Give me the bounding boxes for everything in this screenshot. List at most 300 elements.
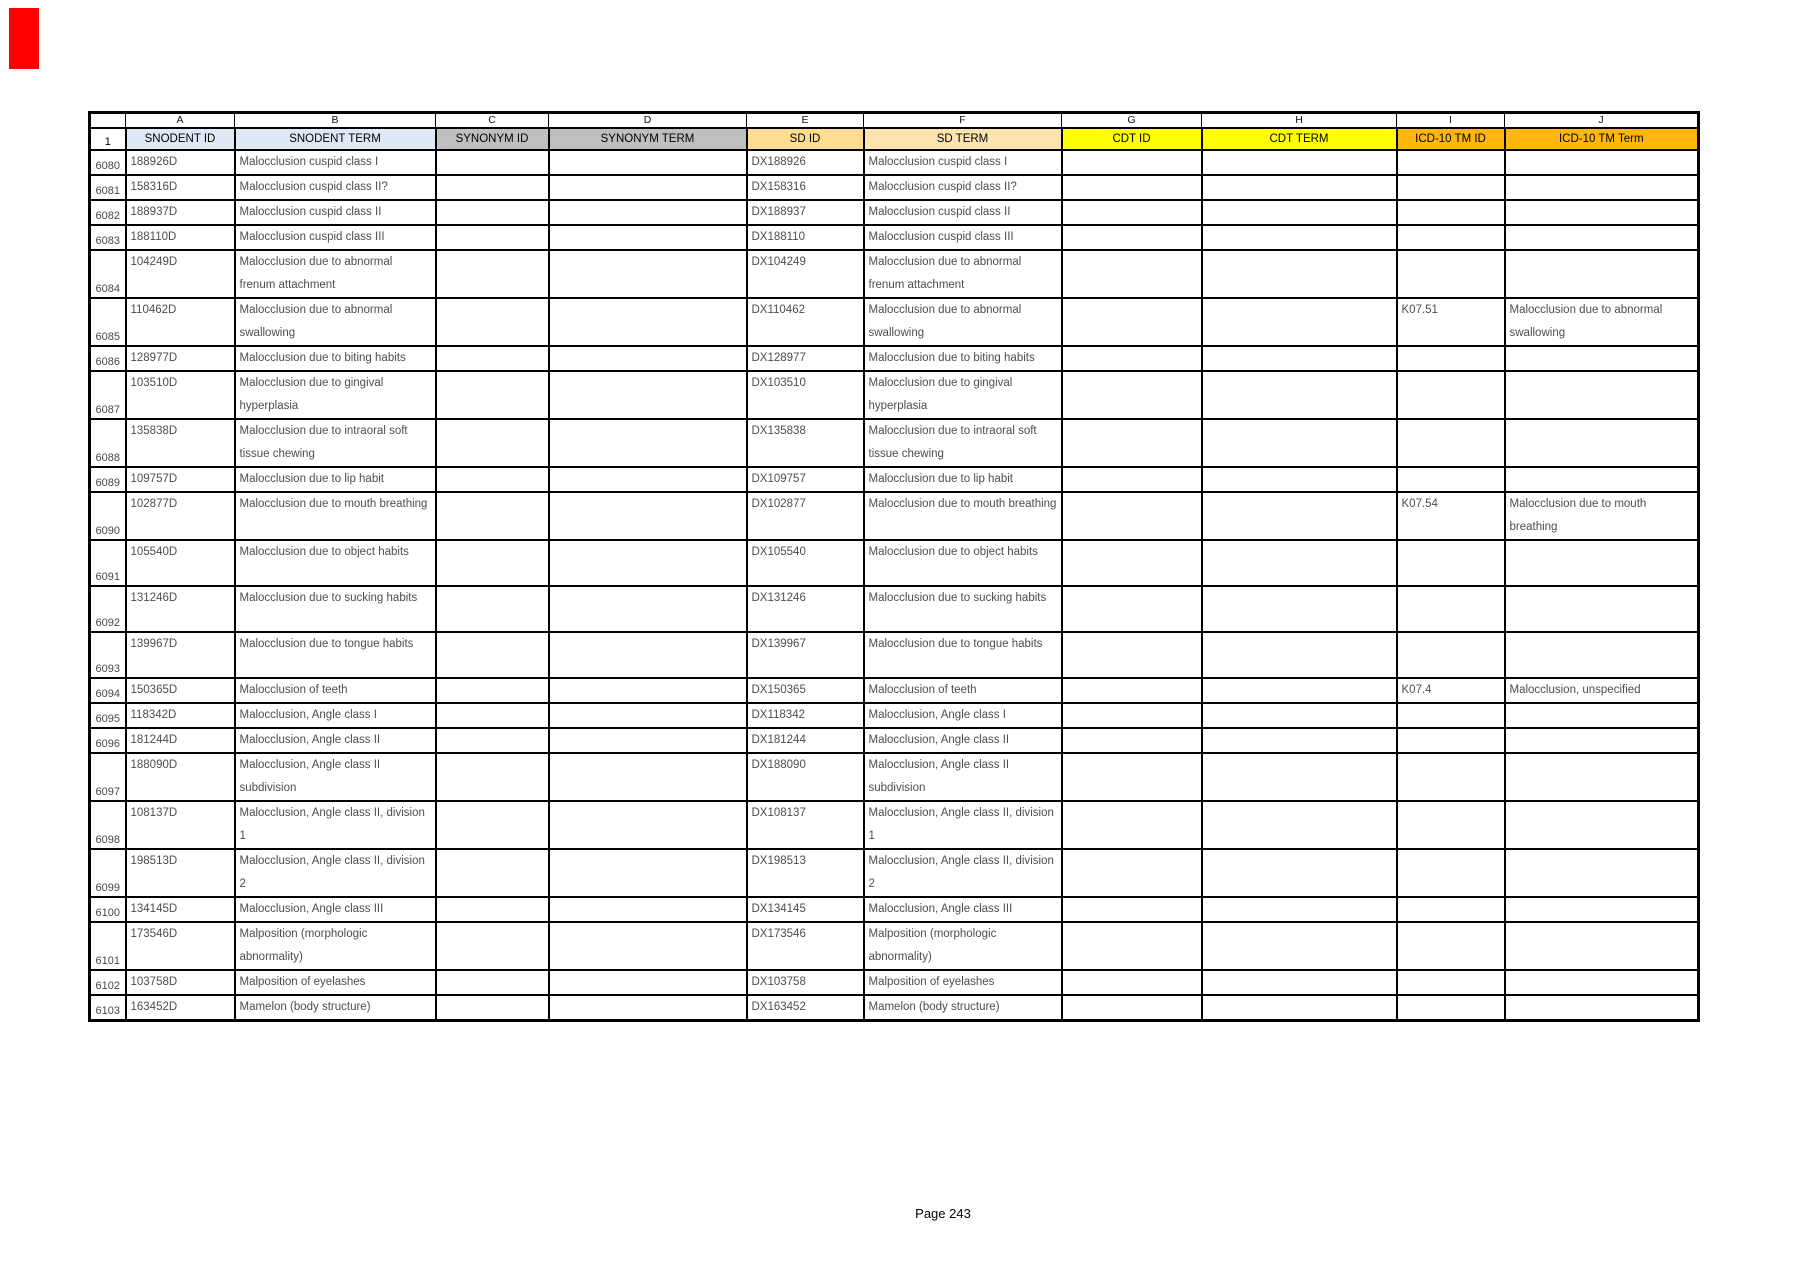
cell-sd-id: DX128977 — [747, 346, 864, 371]
cell-snodent-id: 163452D — [126, 995, 235, 1021]
cell-sd-term: Malocclusion cuspid class II — [864, 200, 1062, 225]
row-number: 6080 — [90, 150, 126, 175]
cell-snodent-id: 109757D — [126, 467, 235, 492]
cell-icd10-term — [1505, 419, 1699, 467]
cell-icd10-id — [1397, 467, 1505, 492]
cell-synonym-term — [549, 225, 747, 250]
cell-icd10-term — [1505, 467, 1699, 492]
cell-sd-id: DX104249 — [747, 250, 864, 298]
cell-icd10-id — [1397, 200, 1505, 225]
row-number: 6098 — [90, 801, 126, 849]
row-number: 6089 — [90, 467, 126, 492]
row-number: 6101 — [90, 922, 126, 970]
cell-sd-term: Malposition of eyelashes — [864, 970, 1062, 995]
table-row — [90, 250, 1699, 298]
cell-cdt-id — [1062, 922, 1202, 970]
cell-sd-id: DX118342 — [747, 703, 864, 728]
cell-icd10-id — [1397, 995, 1505, 1021]
cell-icd10-term — [1505, 371, 1699, 419]
cell-snodent-term: Malocclusion, Angle class II, division 2 — [235, 849, 436, 897]
cell-cdt-id — [1062, 801, 1202, 849]
cell-cdt-term — [1202, 225, 1397, 250]
red-highlight-marker — [9, 8, 39, 69]
cell-snodent-term: Malocclusion cuspid class II? — [235, 175, 436, 200]
snodent-spreadsheet-table — [88, 111, 1700, 1022]
cell-sd-term: Malocclusion, Angle class III — [864, 897, 1062, 922]
cell-synonym-id — [436, 250, 549, 298]
cell-icd10-id — [1397, 540, 1505, 586]
row-number: 6090 — [90, 492, 126, 540]
cell-synonym-id — [436, 728, 549, 753]
cell-synonym-term — [549, 298, 747, 346]
cell-cdt-term — [1202, 897, 1397, 922]
cell-sd-term: Malocclusion cuspid class III — [864, 225, 1062, 250]
column-header: SNODENT TERM — [235, 128, 436, 150]
cell-cdt-term — [1202, 728, 1397, 753]
cell-icd10-id — [1397, 632, 1505, 678]
cell-snodent-id: 188090D — [126, 753, 235, 801]
cell-sd-term: Malocclusion, Angle class II — [864, 728, 1062, 753]
row-number-header: 1 — [90, 128, 126, 150]
cell-snodent-id: 128977D — [126, 346, 235, 371]
cell-cdt-id — [1062, 250, 1202, 298]
cell-snodent-term: Malocclusion due to abnormal frenum attachment — [235, 250, 436, 298]
cell-sd-id: DX108137 — [747, 801, 864, 849]
cell-sd-id: DX188926 — [747, 150, 864, 175]
cell-synonym-term — [549, 175, 747, 200]
row-number: 6082 — [90, 200, 126, 225]
header-row — [90, 128, 1699, 150]
cell-sd-id: DX173546 — [747, 922, 864, 970]
cell-synonym-id — [436, 995, 549, 1021]
cell-synonym-term — [549, 970, 747, 995]
cell-icd10-term — [1505, 995, 1699, 1021]
table-row — [90, 200, 1699, 225]
cell-icd10-id — [1397, 150, 1505, 175]
cell-cdt-id — [1062, 492, 1202, 540]
cell-icd10-id — [1397, 346, 1505, 371]
table-row — [90, 298, 1699, 346]
column-letter: C — [436, 113, 549, 128]
column-letter: E — [747, 113, 864, 128]
cell-cdt-term — [1202, 492, 1397, 540]
cell-sd-term: Malocclusion due to biting habits — [864, 346, 1062, 371]
cell-synonym-id — [436, 586, 549, 632]
cell-icd10-term — [1505, 970, 1699, 995]
cell-icd10-term — [1505, 849, 1699, 897]
row-number: 6081 — [90, 175, 126, 200]
cell-cdt-id — [1062, 467, 1202, 492]
table-row — [90, 492, 1699, 540]
cell-synonym-term — [549, 897, 747, 922]
cell-sd-term: Malposition (morphologic abnormality) — [864, 922, 1062, 970]
cell-icd10-id — [1397, 849, 1505, 897]
table-row — [90, 175, 1699, 200]
cell-cdt-term — [1202, 298, 1397, 346]
cell-icd10-id — [1397, 922, 1505, 970]
cell-sd-term: Malocclusion due to sucking habits — [864, 586, 1062, 632]
cell-icd10-id — [1397, 225, 1505, 250]
cell-sd-term: Mamelon (body structure) — [864, 995, 1062, 1021]
cell-icd10-term — [1505, 225, 1699, 250]
cell-sd-term: Malocclusion, Angle class II, division 2 — [864, 849, 1062, 897]
cell-snodent-term: Malocclusion, Angle class II — [235, 728, 436, 753]
cell-cdt-id — [1062, 298, 1202, 346]
cell-sd-id: DX188090 — [747, 753, 864, 801]
cell-snodent-term: Malocclusion of teeth — [235, 678, 436, 703]
row-number: 6091 — [90, 540, 126, 586]
cell-sd-term: Malocclusion of teeth — [864, 678, 1062, 703]
column-letters-row — [90, 113, 1699, 128]
table-row — [90, 150, 1699, 175]
cell-cdt-id — [1062, 419, 1202, 467]
cell-cdt-term — [1202, 150, 1397, 175]
cell-synonym-term — [549, 150, 747, 175]
column-letter: H — [1202, 113, 1397, 128]
cell-synonym-term — [549, 250, 747, 298]
cell-sd-term: Malocclusion due to object habits — [864, 540, 1062, 586]
cell-snodent-id: 131246D — [126, 586, 235, 632]
cell-synonym-term — [549, 849, 747, 897]
cell-synonym-term — [549, 801, 747, 849]
cell-icd10-term — [1505, 728, 1699, 753]
cell-sd-id: DX131246 — [747, 586, 864, 632]
cell-icd10-id — [1397, 728, 1505, 753]
cell-cdt-term — [1202, 250, 1397, 298]
cell-synonym-id — [436, 467, 549, 492]
row-number: 6092 — [90, 586, 126, 632]
cell-cdt-id — [1062, 346, 1202, 371]
cell-cdt-id — [1062, 728, 1202, 753]
cell-synonym-id — [436, 200, 549, 225]
cell-sd-term: Malocclusion, Angle class I — [864, 703, 1062, 728]
cell-synonym-term — [549, 703, 747, 728]
cell-icd10-id — [1397, 703, 1505, 728]
table-row — [90, 849, 1699, 897]
cell-sd-term: Malocclusion cuspid class I — [864, 150, 1062, 175]
cell-icd10-id — [1397, 175, 1505, 200]
cell-synonym-term — [549, 346, 747, 371]
cell-snodent-id: 102877D — [126, 492, 235, 540]
cell-sd-id: DX158316 — [747, 175, 864, 200]
cell-cdt-term — [1202, 586, 1397, 632]
cell-synonym-id — [436, 225, 549, 250]
cell-cdt-term — [1202, 632, 1397, 678]
column-letter: A — [126, 113, 235, 128]
column-header: ICD-10 TM ID — [1397, 128, 1505, 150]
cell-sd-term: Malocclusion, Angle class II, division 1 — [864, 801, 1062, 849]
cell-snodent-term: Malocclusion, Angle class II subdivision — [235, 753, 436, 801]
cell-synonym-id — [436, 175, 549, 200]
cell-snodent-id: 104249D — [126, 250, 235, 298]
cell-snodent-id: 103758D — [126, 970, 235, 995]
cell-synonym-id — [436, 371, 549, 419]
cell-cdt-id — [1062, 995, 1202, 1021]
cell-icd10-id — [1397, 753, 1505, 801]
cell-cdt-id — [1062, 970, 1202, 995]
cell-sd-term: Malocclusion due to lip habit — [864, 467, 1062, 492]
table-row — [90, 922, 1699, 970]
table-row — [90, 632, 1699, 678]
column-header: SYNONYM TERM — [549, 128, 747, 150]
cell-synonym-term — [549, 995, 747, 1021]
cell-cdt-term — [1202, 970, 1397, 995]
cell-cdt-term — [1202, 467, 1397, 492]
cell-snodent-id: 139967D — [126, 632, 235, 678]
cell-icd10-id — [1397, 419, 1505, 467]
table-row — [90, 703, 1699, 728]
column-header: CDT TERM — [1202, 128, 1397, 150]
cell-sd-id: DX105540 — [747, 540, 864, 586]
cell-synonym-id — [436, 849, 549, 897]
cell-synonym-id — [436, 298, 549, 346]
cell-icd10-term: Malocclusion due to abnormal swallowing — [1505, 298, 1699, 346]
cell-synonym-term — [549, 632, 747, 678]
cell-synonym-id — [436, 540, 549, 586]
cell-cdt-term — [1202, 540, 1397, 586]
cell-sd-term: Malocclusion due to tongue habits — [864, 632, 1062, 678]
cell-snodent-id: 108137D — [126, 801, 235, 849]
cell-sd-term: Malocclusion due to intraoral soft tissue chewing — [864, 419, 1062, 467]
row-number: 6103 — [90, 995, 126, 1021]
row-number: 6088 — [90, 419, 126, 467]
cell-synonym-term — [549, 371, 747, 419]
cell-snodent-id: 103510D — [126, 371, 235, 419]
cell-cdt-term — [1202, 849, 1397, 897]
cell-icd10-term — [1505, 346, 1699, 371]
table-row — [90, 346, 1699, 371]
cell-sd-id: DX110462 — [747, 298, 864, 346]
cell-icd10-id — [1397, 970, 1505, 995]
table-row — [90, 753, 1699, 801]
cell-sd-id: DX109757 — [747, 467, 864, 492]
table-row — [90, 801, 1699, 849]
cell-snodent-term: Malocclusion, Angle class II, division 1 — [235, 801, 436, 849]
column-letter: F — [864, 113, 1062, 128]
cell-synonym-term — [549, 467, 747, 492]
cell-sd-id: DX188110 — [747, 225, 864, 250]
row-number: 6086 — [90, 346, 126, 371]
table-row — [90, 678, 1699, 703]
table-row — [90, 419, 1699, 467]
cell-sd-term: Malocclusion due to gingival hyperplasia — [864, 371, 1062, 419]
cell-snodent-term: Malocclusion due to intraoral soft tissue chewing — [235, 419, 436, 467]
table-row — [90, 728, 1699, 753]
cell-icd10-term: Malocclusion, unspecified — [1505, 678, 1699, 703]
cell-snodent-term: Mamelon (body structure) — [235, 995, 436, 1021]
cell-cdt-id — [1062, 150, 1202, 175]
cell-synonym-term — [549, 200, 747, 225]
cell-sd-id: DX103510 — [747, 371, 864, 419]
row-number: 6102 — [90, 970, 126, 995]
table-row — [90, 897, 1699, 922]
cell-cdt-id — [1062, 678, 1202, 703]
page-number-footer: Page 243 — [915, 1206, 971, 1221]
cell-sd-term: Malocclusion due to abnormal swallowing — [864, 298, 1062, 346]
cell-snodent-term: Malocclusion due to sucking habits — [235, 586, 436, 632]
cell-snodent-term: Malocclusion, Angle class I — [235, 703, 436, 728]
row-number: 6083 — [90, 225, 126, 250]
cell-icd10-term — [1505, 250, 1699, 298]
cell-icd10-id: K07.51 — [1397, 298, 1505, 346]
cell-snodent-id: 158316D — [126, 175, 235, 200]
cell-icd10-term — [1505, 897, 1699, 922]
cell-cdt-id — [1062, 175, 1202, 200]
cell-snodent-term: Malocclusion cuspid class III — [235, 225, 436, 250]
cell-cdt-id — [1062, 753, 1202, 801]
cell-snodent-term: Malposition (morphologic abnormality) — [235, 922, 436, 970]
cell-synonym-id — [436, 419, 549, 467]
cell-icd10-id — [1397, 586, 1505, 632]
column-header: SD ID — [747, 128, 864, 150]
cell-icd10-term — [1505, 703, 1699, 728]
cell-icd10-term: Malocclusion due to mouth breathing — [1505, 492, 1699, 540]
cell-cdt-id — [1062, 371, 1202, 419]
cell-cdt-id — [1062, 632, 1202, 678]
table-body — [90, 150, 1699, 1021]
cell-cdt-term — [1202, 922, 1397, 970]
cell-synonym-term — [549, 678, 747, 703]
cell-snodent-id: 188926D — [126, 150, 235, 175]
cell-icd10-term — [1505, 922, 1699, 970]
row-number: 6097 — [90, 753, 126, 801]
cell-snodent-term: Malocclusion due to lip habit — [235, 467, 436, 492]
row-number: 6094 — [90, 678, 126, 703]
cell-sd-id: DX102877 — [747, 492, 864, 540]
cell-cdt-id — [1062, 586, 1202, 632]
cell-snodent-term: Malocclusion due to gingival hyperplasia — [235, 371, 436, 419]
table-row — [90, 371, 1699, 419]
cell-sd-id: DX135838 — [747, 419, 864, 467]
cell-synonym-term — [549, 419, 747, 467]
row-number: 6095 — [90, 703, 126, 728]
column-header: ICD-10 TM Term — [1505, 128, 1699, 150]
cell-icd10-id — [1397, 371, 1505, 419]
cell-synonym-id — [436, 970, 549, 995]
cell-icd10-id — [1397, 801, 1505, 849]
column-letter: I — [1397, 113, 1505, 128]
letters-corner-cell — [90, 113, 126, 128]
column-header: SNODENT ID — [126, 128, 235, 150]
row-number: 6085 — [90, 298, 126, 346]
column-letter: J — [1505, 113, 1699, 128]
cell-snodent-id: 135838D — [126, 419, 235, 467]
cell-synonym-id — [436, 150, 549, 175]
cell-snodent-term: Malposition of eyelashes — [235, 970, 436, 995]
cell-cdt-term — [1202, 801, 1397, 849]
cell-snodent-term: Malocclusion due to biting habits — [235, 346, 436, 371]
cell-icd10-id: K07.54 — [1397, 492, 1505, 540]
table-row — [90, 995, 1699, 1021]
cell-cdt-term — [1202, 371, 1397, 419]
cell-synonym-id — [436, 678, 549, 703]
column-letter: D — [549, 113, 747, 128]
cell-snodent-term: Malocclusion, Angle class III — [235, 897, 436, 922]
table-row — [90, 467, 1699, 492]
cell-icd10-term — [1505, 753, 1699, 801]
column-header: SYNONYM ID — [436, 128, 549, 150]
cell-sd-term: Malocclusion due to mouth breathing — [864, 492, 1062, 540]
cell-icd10-id — [1397, 250, 1505, 298]
column-letter: B — [235, 113, 436, 128]
cell-sd-id: DX188937 — [747, 200, 864, 225]
cell-snodent-term: Malocclusion cuspid class I — [235, 150, 436, 175]
cell-snodent-id: 198513D — [126, 849, 235, 897]
cell-synonym-term — [549, 728, 747, 753]
column-header: SD TERM — [864, 128, 1062, 150]
cell-synonym-term — [549, 753, 747, 801]
cell-synonym-id — [436, 801, 549, 849]
row-number: 6100 — [90, 897, 126, 922]
cell-snodent-id: 188937D — [126, 200, 235, 225]
cell-snodent-id: 173546D — [126, 922, 235, 970]
cell-snodent-term: Malocclusion due to abnormal swallowing — [235, 298, 436, 346]
cell-cdt-term — [1202, 200, 1397, 225]
row-number: 6093 — [90, 632, 126, 678]
cell-snodent-id: 105540D — [126, 540, 235, 586]
cell-icd10-term — [1505, 801, 1699, 849]
cell-snodent-term: Malocclusion due to mouth breathing — [235, 492, 436, 540]
cell-icd10-term — [1505, 175, 1699, 200]
cell-synonym-term — [549, 922, 747, 970]
cell-snodent-term: Malocclusion due to object habits — [235, 540, 436, 586]
row-number: 6099 — [90, 849, 126, 897]
cell-icd10-term — [1505, 586, 1699, 632]
cell-icd10-term — [1505, 632, 1699, 678]
cell-snodent-id: 188110D — [126, 225, 235, 250]
cell-snodent-id: 181244D — [126, 728, 235, 753]
cell-snodent-term: Malocclusion cuspid class II — [235, 200, 436, 225]
cell-synonym-term — [549, 586, 747, 632]
cell-snodent-id: 150365D — [126, 678, 235, 703]
row-number: 6087 — [90, 371, 126, 419]
column-header: CDT ID — [1062, 128, 1202, 150]
cell-icd10-term — [1505, 540, 1699, 586]
row-number: 6096 — [90, 728, 126, 753]
cell-synonym-id — [436, 753, 549, 801]
cell-sd-id: DX163452 — [747, 995, 864, 1021]
cell-synonym-term — [549, 540, 747, 586]
cell-cdt-id — [1062, 849, 1202, 897]
cell-sd-term: Malocclusion, Angle class II subdivision — [864, 753, 1062, 801]
cell-cdt-term — [1202, 703, 1397, 728]
cell-cdt-term — [1202, 678, 1397, 703]
cell-snodent-term: Malocclusion due to tongue habits — [235, 632, 436, 678]
cell-icd10-id — [1397, 897, 1505, 922]
cell-synonym-id — [436, 703, 549, 728]
cell-cdt-term — [1202, 995, 1397, 1021]
cell-synonym-id — [436, 632, 549, 678]
cell-icd10-term — [1505, 200, 1699, 225]
cell-cdt-id — [1062, 897, 1202, 922]
table-row — [90, 540, 1699, 586]
column-letter: G — [1062, 113, 1202, 128]
cell-cdt-term — [1202, 346, 1397, 371]
cell-icd10-id: K07.4 — [1397, 678, 1505, 703]
cell-synonym-term — [549, 492, 747, 540]
cell-sd-term: Malocclusion cuspid class II? — [864, 175, 1062, 200]
cell-cdt-term — [1202, 175, 1397, 200]
cell-sd-id: DX181244 — [747, 728, 864, 753]
cell-sd-id: DX103758 — [747, 970, 864, 995]
cell-snodent-id: 118342D — [126, 703, 235, 728]
cell-synonym-id — [436, 922, 549, 970]
table-row — [90, 970, 1699, 995]
cell-sd-id: DX134145 — [747, 897, 864, 922]
cell-synonym-id — [436, 346, 549, 371]
cell-cdt-id — [1062, 540, 1202, 586]
cell-snodent-id: 110462D — [126, 298, 235, 346]
